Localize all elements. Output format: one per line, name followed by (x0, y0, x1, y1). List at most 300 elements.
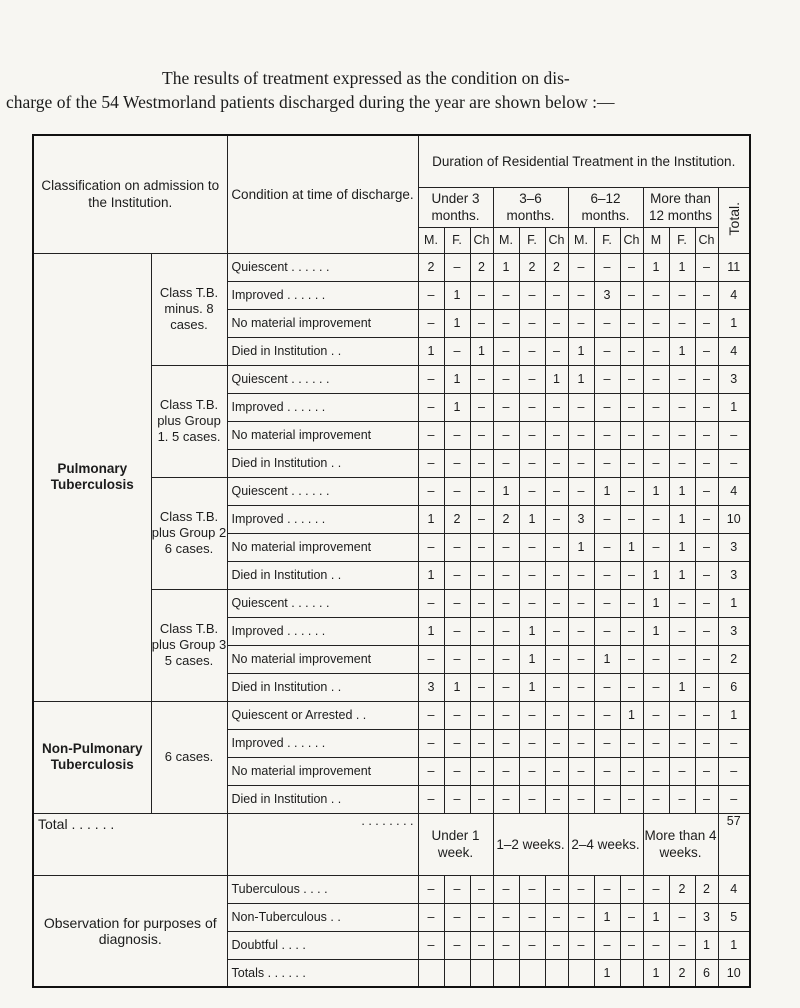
value-cell: – (620, 757, 643, 785)
condition-cell: Died in Institution . . (227, 337, 418, 365)
value-cell: – (545, 757, 568, 785)
value-cell: – (568, 729, 594, 757)
value-cell: 1 (493, 253, 519, 281)
value-cell: – (669, 393, 695, 421)
value-cell: 1 (519, 645, 545, 673)
value-cell: – (620, 729, 643, 757)
value-cell: – (444, 589, 470, 617)
value-cell: 2 (493, 505, 519, 533)
value-cell: 2 (545, 253, 568, 281)
value-cell: 1 (669, 253, 695, 281)
value-cell: – (545, 931, 568, 959)
value-cell: – (470, 561, 493, 589)
value-cell: – (470, 533, 493, 561)
group-label: Non-Pulmonary Tuberculosis (33, 701, 151, 813)
condition-cell: Improved . . . . . . (227, 617, 418, 645)
value-cell: – (545, 393, 568, 421)
value-cell: – (444, 645, 470, 673)
total-cell: – (718, 729, 750, 757)
value-cell: – (545, 875, 568, 903)
class-label: Class T.B. plus Group 2 6 cases. (151, 477, 227, 589)
value-cell: – (643, 281, 669, 309)
value-cell: – (519, 701, 545, 729)
condition-cell: No material improvement (227, 533, 418, 561)
value-cell: – (545, 561, 568, 589)
total-cell: 3 (718, 561, 750, 589)
value-cell: 2 (669, 875, 695, 903)
header-period-1: Under 3 months. (418, 187, 493, 227)
value-cell: – (568, 785, 594, 813)
value-cell: – (418, 645, 444, 673)
value-cell: – (620, 253, 643, 281)
value-cell: – (519, 477, 545, 505)
value-cell: 1 (418, 505, 444, 533)
value-cell: – (444, 757, 470, 785)
value-cell: – (470, 645, 493, 673)
table-row (33, 875, 750, 903)
subheader-cell: M. (418, 227, 444, 253)
results-table (32, 134, 751, 988)
group-label: Pulmonary Tuberculosis (33, 253, 151, 701)
value-cell: – (519, 309, 545, 337)
value-cell: 1 (643, 959, 669, 987)
total-cell: 10 (718, 505, 750, 533)
subheader-cell: Ch (620, 227, 643, 253)
value-cell: – (444, 337, 470, 365)
value-cell: – (470, 701, 493, 729)
value-cell (620, 959, 643, 987)
value-cell: – (444, 421, 470, 449)
condition-cell: Non-Tuberculous . . (227, 903, 418, 931)
value-cell: 1 (470, 337, 493, 365)
value-cell: 1 (519, 673, 545, 701)
value-cell: 1 (669, 561, 695, 589)
value-cell: – (470, 309, 493, 337)
value-cell: – (418, 449, 444, 477)
subheader-cell: Ch (470, 227, 493, 253)
value-cell: 6 (695, 959, 718, 987)
intro-line-2: charge of the 54 Westmorland patients discharged during the year are shown below :— (6, 92, 615, 112)
total-cell: 1 (718, 931, 750, 959)
value-cell: 1 (643, 561, 669, 589)
value-cell: – (643, 309, 669, 337)
value-cell: 2 (519, 253, 545, 281)
value-cell (519, 959, 545, 987)
value-cell: – (545, 673, 568, 701)
value-cell: 1 (519, 505, 545, 533)
value-cell: 1 (418, 561, 444, 589)
value-cell: – (418, 931, 444, 959)
value-cell: – (444, 561, 470, 589)
value-cell (545, 959, 568, 987)
value-cell: – (493, 449, 519, 477)
value-cell: – (418, 729, 444, 757)
value-cell: – (620, 589, 643, 617)
value-cell: – (444, 729, 470, 757)
value-cell: – (493, 337, 519, 365)
value-cell: – (418, 477, 444, 505)
value-cell: – (545, 785, 568, 813)
value-cell: – (444, 875, 470, 903)
total-cell: 6 (718, 673, 750, 701)
value-cell: – (418, 757, 444, 785)
value-cell: 1 (669, 533, 695, 561)
condition-cell: Improved . . . . . . (227, 393, 418, 421)
value-cell (470, 959, 493, 987)
value-cell: – (643, 393, 669, 421)
value-cell: – (669, 589, 695, 617)
value-cell: – (470, 875, 493, 903)
condition-cell: Tuberculous . . . . (227, 875, 418, 903)
value-cell: – (594, 875, 620, 903)
value-cell: – (643, 673, 669, 701)
value-cell: – (519, 589, 545, 617)
value-cell: – (695, 365, 718, 393)
value-cell: – (695, 477, 718, 505)
value-cell: 1 (444, 281, 470, 309)
value-cell: 2 (669, 959, 695, 987)
value-cell: – (620, 645, 643, 673)
value-cell: – (594, 421, 620, 449)
value-cell: – (493, 673, 519, 701)
value-cell: – (643, 875, 669, 903)
value-cell: – (545, 505, 568, 533)
condition-cell: Died in Institution . . (227, 673, 418, 701)
condition-cell: Died in Institution . . (227, 785, 418, 813)
value-cell: – (568, 931, 594, 959)
value-cell: – (594, 309, 620, 337)
subheader-cell: F. (594, 227, 620, 253)
total-cell: 1 (718, 589, 750, 617)
value-cell: – (695, 729, 718, 757)
value-cell: – (418, 421, 444, 449)
value-cell: – (669, 757, 695, 785)
value-cell: 1 (418, 337, 444, 365)
condition-cell: No material improvement (227, 645, 418, 673)
total-label: Total . . . . . . (33, 813, 227, 875)
value-cell: – (643, 729, 669, 757)
total-cell: 10 (718, 959, 750, 987)
value-cell: – (519, 533, 545, 561)
value-cell: – (620, 903, 643, 931)
value-cell: – (669, 903, 695, 931)
value-cell: 1 (594, 477, 620, 505)
value-cell: – (444, 477, 470, 505)
condition-cell: No material improvement (227, 421, 418, 449)
value-cell: – (470, 281, 493, 309)
value-cell: 1 (643, 617, 669, 645)
subheader-cell: F. (669, 227, 695, 253)
value-cell: 3 (568, 505, 594, 533)
value-cell: – (643, 645, 669, 673)
value-cell: – (620, 393, 643, 421)
total-cell: 4 (718, 281, 750, 309)
value-cell: – (470, 393, 493, 421)
value-cell: – (493, 365, 519, 393)
value-cell: – (669, 617, 695, 645)
value-cell: 1 (594, 903, 620, 931)
value-cell: – (643, 701, 669, 729)
value-cell: – (418, 589, 444, 617)
value-cell: – (594, 757, 620, 785)
value-cell: – (493, 757, 519, 785)
total-cell: 1 (718, 309, 750, 337)
value-cell: – (418, 701, 444, 729)
condition-cell: Died in Institution . . (227, 449, 418, 477)
value-cell: 1 (545, 365, 568, 393)
value-cell: – (669, 785, 695, 813)
value-cell: – (643, 757, 669, 785)
value-cell: 1 (620, 701, 643, 729)
value-cell: – (418, 875, 444, 903)
value-cell: 1 (643, 253, 669, 281)
value-cell: 2 (444, 505, 470, 533)
table-row (33, 701, 750, 729)
value-cell: – (695, 449, 718, 477)
value-cell: – (519, 393, 545, 421)
value-cell (568, 959, 594, 987)
value-cell: – (545, 421, 568, 449)
value-cell: – (568, 903, 594, 931)
total-cell: 4 (718, 477, 750, 505)
value-cell: – (470, 903, 493, 931)
value-cell: – (695, 757, 718, 785)
value-cell: – (669, 449, 695, 477)
value-cell: – (470, 785, 493, 813)
value-cell: – (620, 785, 643, 813)
results-table-wrap (32, 134, 751, 988)
total-cell: 3 (718, 365, 750, 393)
value-cell: – (620, 449, 643, 477)
value-cell: – (568, 589, 594, 617)
value-cell: – (519, 785, 545, 813)
value-cell: – (643, 337, 669, 365)
value-cell: – (545, 533, 568, 561)
value-cell: – (493, 589, 519, 617)
value-cell: – (444, 785, 470, 813)
value-cell: – (418, 281, 444, 309)
value-cell: – (669, 281, 695, 309)
value-cell: – (568, 421, 594, 449)
condition-cell: No material improvement (227, 757, 418, 785)
value-cell: – (643, 449, 669, 477)
observation-label: Observation for purposes of diagnosis. (33, 875, 227, 987)
subheader-cell: M. (568, 227, 594, 253)
value-cell: – (470, 589, 493, 617)
value-cell: – (470, 757, 493, 785)
value-cell: – (519, 561, 545, 589)
value-cell: – (695, 253, 718, 281)
value-cell: – (620, 281, 643, 309)
value-cell: – (568, 393, 594, 421)
value-cell: – (594, 337, 620, 365)
value-cell (444, 959, 470, 987)
value-cell: 2 (470, 253, 493, 281)
value-cell: – (568, 449, 594, 477)
value-cell: – (643, 421, 669, 449)
value-cell: – (493, 421, 519, 449)
value-cell: – (444, 903, 470, 931)
value-cell: – (470, 673, 493, 701)
header-duration: Duration of Residential Treatment in the Institution. (418, 135, 750, 187)
condition-cell: Quiescent . . . . . . (227, 253, 418, 281)
value-cell: 1 (568, 337, 594, 365)
total-cell: – (718, 421, 750, 449)
value-cell: – (695, 393, 718, 421)
total-cell: 11 (718, 253, 750, 281)
value-cell: – (669, 309, 695, 337)
value-cell: – (643, 785, 669, 813)
class-label: 6 cases. (151, 701, 227, 813)
value-cell: – (620, 421, 643, 449)
value-cell: – (568, 701, 594, 729)
total-cell: 3 (718, 617, 750, 645)
value-cell: – (695, 421, 718, 449)
value-cell: – (695, 505, 718, 533)
value-cell: – (695, 533, 718, 561)
value-cell: – (568, 645, 594, 673)
value-cell: 1 (594, 959, 620, 987)
value-cell: – (493, 785, 519, 813)
total-period-label: 2–4 weeks. (568, 813, 643, 875)
value-cell: – (519, 365, 545, 393)
value-cell: – (418, 903, 444, 931)
total-period-label: 1–2 weeks. (493, 813, 568, 875)
total-cell: 1 (718, 393, 750, 421)
value-cell: 1 (643, 903, 669, 931)
condition-cell: Improved . . . . . . (227, 505, 418, 533)
value-cell: – (594, 561, 620, 589)
value-cell: – (444, 617, 470, 645)
header-total (718, 187, 750, 253)
value-cell: – (519, 729, 545, 757)
value-cell: – (568, 617, 594, 645)
value-cell: – (568, 477, 594, 505)
value-cell: – (545, 589, 568, 617)
value-cell: – (695, 785, 718, 813)
value-cell: – (695, 589, 718, 617)
value-cell: – (695, 701, 718, 729)
value-cell: – (568, 253, 594, 281)
condition-cell: Doubtful . . . . (227, 931, 418, 959)
value-cell: – (444, 253, 470, 281)
value-cell: – (545, 729, 568, 757)
total-period-label: More than 4 weeks. (643, 813, 718, 875)
value-cell: 3 (594, 281, 620, 309)
value-cell: 3 (695, 903, 718, 931)
value-cell: – (669, 931, 695, 959)
total-cell: – (718, 785, 750, 813)
value-cell: – (545, 701, 568, 729)
condition-cell: Quiescent or Arrested . . (227, 701, 418, 729)
value-cell: – (594, 449, 620, 477)
header-period-2: 3–6 months. (493, 187, 568, 227)
value-cell: – (470, 365, 493, 393)
value-cell: – (695, 673, 718, 701)
value-cell: – (620, 365, 643, 393)
total-cell: 3 (718, 533, 750, 561)
value-cell: – (620, 477, 643, 505)
value-cell: – (493, 729, 519, 757)
value-cell: – (545, 903, 568, 931)
value-cell: – (418, 393, 444, 421)
value-cell: – (643, 533, 669, 561)
value-cell: – (620, 309, 643, 337)
value-cell: – (519, 875, 545, 903)
value-cell: – (545, 617, 568, 645)
value-cell: – (519, 449, 545, 477)
value-cell: – (493, 281, 519, 309)
value-cell: – (620, 673, 643, 701)
value-cell: 1 (568, 365, 594, 393)
value-cell: – (594, 365, 620, 393)
total-condition-dots: . . . . . . . . (227, 813, 418, 875)
total-cell: 5 (718, 903, 750, 931)
value-cell: – (470, 931, 493, 959)
header-total-text: Total. (725, 201, 742, 236)
total-cell: 4 (718, 875, 750, 903)
total-cell: 2 (718, 645, 750, 673)
value-cell: – (594, 617, 620, 645)
value-cell: – (695, 561, 718, 589)
value-cell: – (594, 533, 620, 561)
value-cell: – (418, 785, 444, 813)
total-row (33, 813, 750, 875)
value-cell: 1 (669, 505, 695, 533)
value-cell: – (418, 309, 444, 337)
value-cell: 1 (493, 477, 519, 505)
value-cell: – (669, 645, 695, 673)
value-cell: – (519, 337, 545, 365)
value-cell: – (594, 673, 620, 701)
subheader-cell: M. (493, 227, 519, 253)
value-cell: – (470, 617, 493, 645)
value-cell: – (643, 505, 669, 533)
value-cell: – (568, 875, 594, 903)
value-cell: 1 (568, 533, 594, 561)
value-cell: 2 (418, 253, 444, 281)
value-cell: – (568, 561, 594, 589)
intro-text (6, 66, 796, 114)
value-cell: 1 (444, 365, 470, 393)
value-cell: – (594, 253, 620, 281)
value-cell: – (594, 589, 620, 617)
value-cell: 1 (620, 533, 643, 561)
value-cell: 3 (418, 673, 444, 701)
value-cell: – (493, 617, 519, 645)
value-cell: – (643, 365, 669, 393)
value-cell: – (444, 701, 470, 729)
class-label: Class T.B. plus Group 1. 5 cases. (151, 365, 227, 477)
value-cell: – (418, 365, 444, 393)
grand-total: 57 (718, 813, 750, 875)
value-cell: – (493, 561, 519, 589)
value-cell: – (594, 505, 620, 533)
value-cell: – (519, 931, 545, 959)
value-cell: – (545, 645, 568, 673)
condition-cell: Totals . . . . . . (227, 959, 418, 987)
value-cell: 2 (695, 875, 718, 903)
subheader-cell: M (643, 227, 669, 253)
total-cell: 1 (718, 701, 750, 729)
value-cell: – (444, 449, 470, 477)
value-cell: – (470, 729, 493, 757)
value-cell: – (643, 931, 669, 959)
table-row (33, 253, 750, 281)
header-period-4: More than 12 months (643, 187, 718, 227)
subheader-cell: F. (444, 227, 470, 253)
condition-cell: Quiescent . . . . . . (227, 589, 418, 617)
